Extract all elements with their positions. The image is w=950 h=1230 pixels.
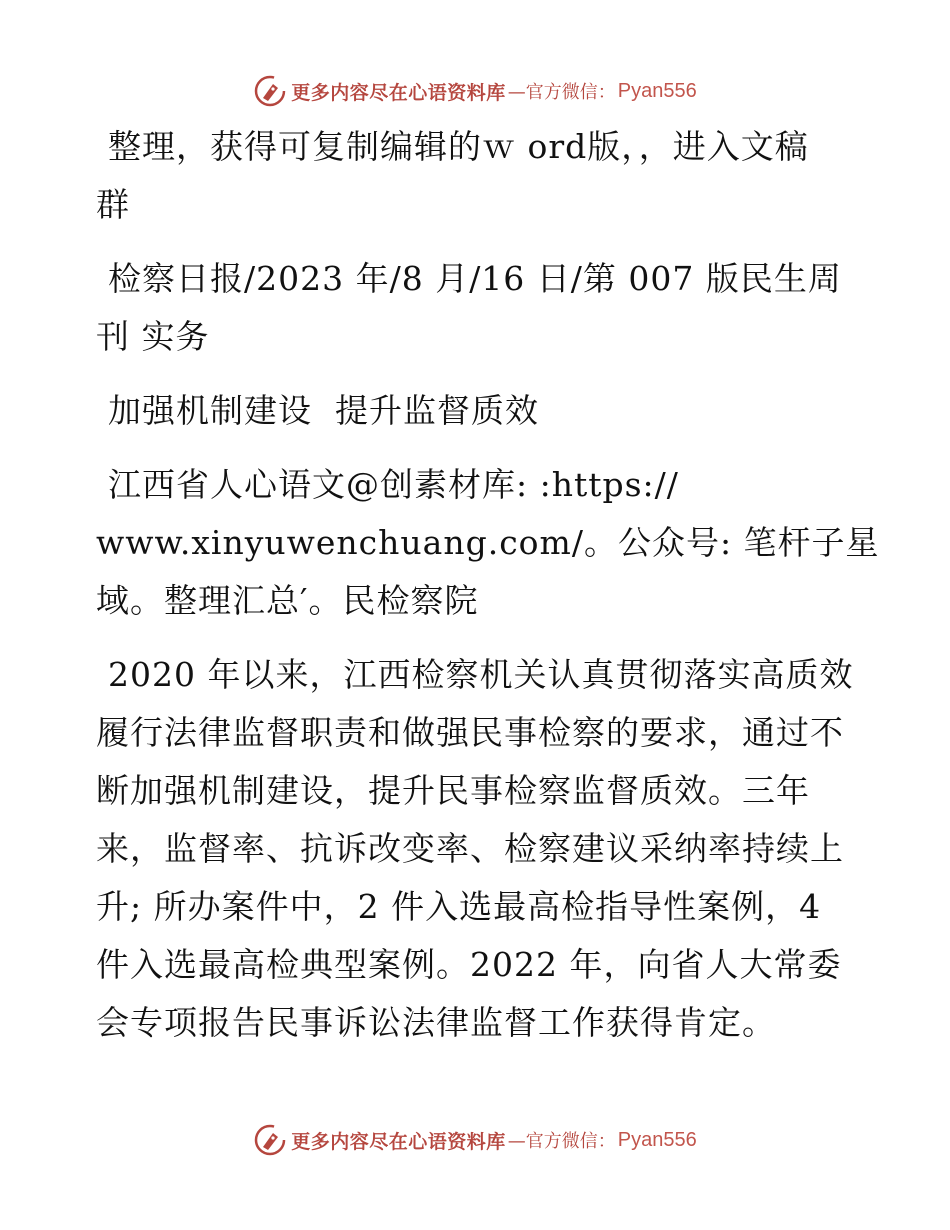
paragraph-body	[96, 646, 856, 1052]
text-line: 整理，获得可复制编辑的ｗ ord版，，进入文稿	[108, 127, 809, 166]
text-line: 履行法律监督职责和做强民事检察的要求，通过不	[96, 713, 844, 752]
document-body	[96, 118, 880, 1068]
paragraph-source	[96, 250, 856, 366]
banner-separator-text: —官方微信：	[507, 82, 616, 103]
text-line: 检察日报/2023 年/8 月/16 日/第 007 版民生周	[108, 259, 842, 298]
pen-nib-circle-icon	[253, 1123, 287, 1157]
banner-main-text: 更多内容尽在心语资料库	[291, 81, 506, 104]
text-line: www.xinyuwenchuang.com/。公众号: 笔杆子星	[96, 523, 880, 562]
banner-main-text: 更多内容尽在心语资料库	[291, 1130, 506, 1153]
text-line: 刊 实务	[96, 317, 210, 356]
text-line: 会专项报告民事诉讼法律监督工作获得肯定。	[96, 1003, 776, 1042]
text-line: 件入选最高检典型案例。2022 年，向省人大常委	[96, 945, 842, 984]
text-line: 江西省人心语文@创素材库: :https://	[108, 465, 679, 504]
text-line: 升; 所办案件中，2 件入选最高检指导性案例，4	[96, 887, 822, 926]
header-watermark-banner	[0, 71, 950, 111]
pen-nib-circle-icon	[253, 74, 287, 108]
text-line: 来，监督率、抗诉改变率、检察建议采纳率持续上	[96, 829, 844, 868]
article-title	[96, 382, 856, 440]
paragraph-intro	[96, 118, 856, 234]
text-line: 域。整理汇总′。民检察院	[96, 581, 479, 620]
text-line: 加强机制建设 提升监督质效	[108, 391, 539, 430]
footer-watermark-banner	[0, 1120, 950, 1160]
text-line: 断加强机制建设，提升民事检察监督质效。三年	[96, 771, 810, 810]
banner-wechat-id: Pyan556	[617, 79, 697, 102]
banner-separator-text: —官方微信：	[507, 1131, 616, 1152]
paragraph-author	[96, 456, 880, 630]
banner-wechat-id: Pyan556	[617, 1128, 697, 1151]
text-line: 2020 年以来，江西检察机关认真贯彻落实高质效	[108, 655, 854, 694]
text-line: 群	[96, 185, 130, 224]
